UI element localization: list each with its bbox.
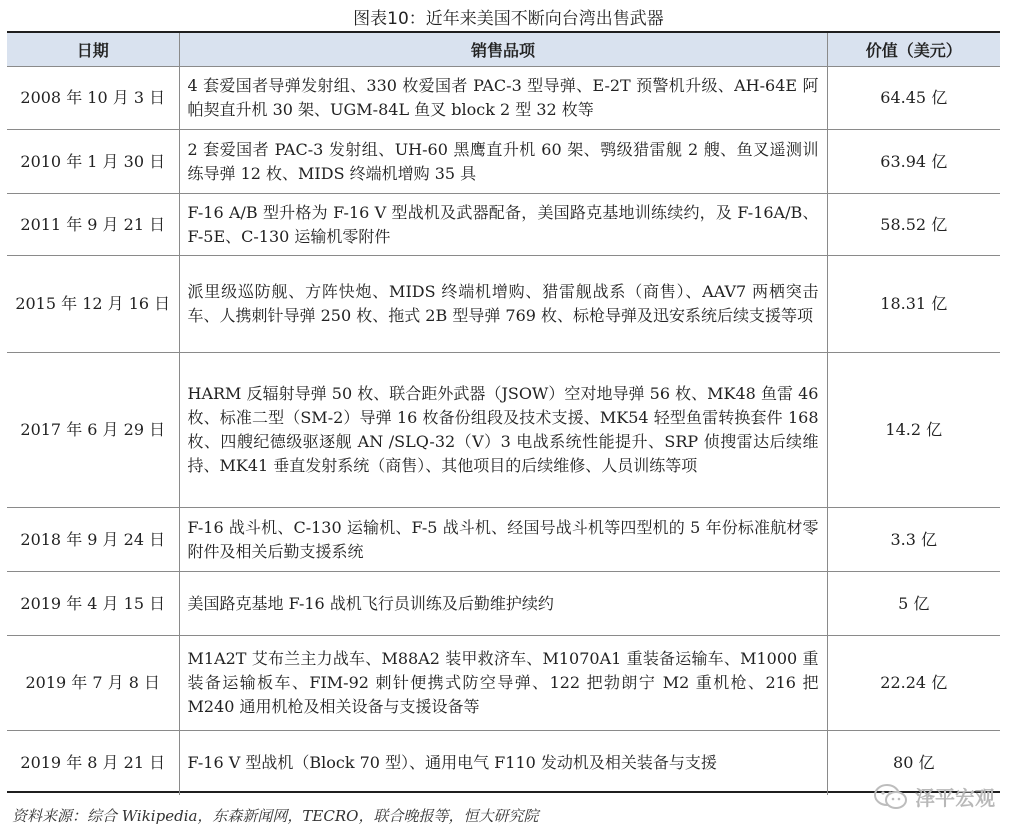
table-row xyxy=(7,130,1000,194)
table-frame xyxy=(7,31,1000,793)
watermark xyxy=(873,782,995,811)
arms-sales-table xyxy=(7,33,1000,795)
row-items: F-16 A/B 型升格为 F-16 V 型战机及武器配备，美国路克基地训练续约，及 F-16A/B、F-5E、C-130 运输机零附件 xyxy=(179,194,827,256)
row-items: F-16 战斗机、C-130 运输机、F-5 战斗机、经国号战斗机等四型机的 5 年份标准航材零附件及相关后勤支援系统 xyxy=(179,508,827,572)
row-items: HARM 反辐射导弹 50 枚、联合距外武器（JSOW）空对地导弹 56 枚、MK48 鱼雷 46 枚、标准二型（SM-2）导弹 16 枚备份组段及技术支援、MK54 轻型鱼雷转换套件 168 枚、四艘纪德级驱逐舰 AN /SLQ-32（V）3 电战系统性能提升、SRP 侦搜雷达后续维持、MK41 垂直发射系统（商售）、其他项目的后续维修、人员训练等项 xyxy=(179,353,827,508)
row-value: 22.24 亿 xyxy=(827,636,1000,731)
row-date: 2018 年 9 月 24 日 xyxy=(7,508,179,572)
row-value: 80 亿 xyxy=(893,752,935,772)
row-date: 2011 年 9 月 21 日 xyxy=(7,194,179,256)
row-date: 2017 年 6 月 29 日 xyxy=(7,353,179,508)
wechat-icon xyxy=(873,783,909,811)
table-row xyxy=(7,256,1000,353)
row-value: 63.94 亿 xyxy=(827,130,1000,194)
row-items: M1A2T 艾布兰主力战车、M88A2 装甲救济车、M1070A1 重装备运输车、M1000 重装备运输板车、FIM-92 刺针便携式防空导弹、122 把勃朗宁 M2 重机枪、216 把 M240 通用机枪及相关设备与支援设备等 xyxy=(179,636,827,731)
row-value: 14.2 亿 xyxy=(827,353,1000,508)
table-row xyxy=(7,731,1000,795)
row-date: 2019 年 4 月 15 日 xyxy=(7,572,179,636)
row-items: F-16 V 型战机（Block 70 型）、通用电气 F110 发动机及相关装备与支援 xyxy=(179,731,827,795)
row-date: 2010 年 1 月 30 日 xyxy=(7,130,179,194)
row-date: 2008 年 10 月 3 日 xyxy=(7,67,179,130)
row-date: 2015 年 12 月 16 日 xyxy=(7,256,179,353)
table-header-row xyxy=(7,33,1000,67)
row-items: 美国路克基地 F-16 战机飞行员训练及后勤维护续约 xyxy=(179,572,827,636)
row-date: 2019 年 7 月 8 日 xyxy=(7,636,179,731)
table-caption: 图表10：近年来美国不断向台湾出售武器 xyxy=(353,9,664,29)
row-value: 3.3 亿 xyxy=(827,508,1000,572)
table-row xyxy=(7,67,1000,130)
row-value: 64.45 亿 xyxy=(827,67,1000,130)
table-row xyxy=(7,194,1000,256)
row-value: 5 亿 xyxy=(827,572,1000,636)
header-items: 销售品项 xyxy=(179,33,827,67)
row-items: 4 套爱国者导弹发射组、330 枚爱国者 PAC-3 型导弹、E-2T 预警机升级、AH-64E 阿帕契直升机 30 架、UGM-84L 鱼叉 block 2 型 32 枚等 xyxy=(179,67,827,130)
header-date: 日期 xyxy=(7,33,179,67)
table-row xyxy=(7,508,1000,572)
watermark-text: 泽平宏观 xyxy=(915,786,995,810)
source-note: 资料来源：综合 Wikipedia，东森新闻网，TECRO，联合晚报等，恒大研究院 xyxy=(12,807,539,825)
table-row xyxy=(7,353,1000,508)
table-row xyxy=(7,572,1000,636)
row-items: 2 套爱国者 PAC-3 发射组、UH-60 黑鹰直升机 60 架、鹗级猎雷舰 2 艘、鱼叉遥测训练导弹 12 枚、MIDS 终端机增购 35 具 xyxy=(179,130,827,194)
row-value: 18.31 亿 xyxy=(827,256,1000,353)
row-items: 派里级巡防舰、方阵快炮、MIDS 终端机增购、猎雷舰战系（商售）、AAV7 两栖突击车、人携刺针导弹 250 枚、拖式 2B 型导弹 769 枚、标枪导弹及迅安系统后续支援等项 xyxy=(179,256,827,353)
header-value: 价值（美元） xyxy=(827,33,1000,67)
row-date: 2019 年 8 月 21 日 xyxy=(7,731,179,795)
table-row xyxy=(7,636,1000,731)
row-value: 58.52 亿 xyxy=(827,194,1000,256)
